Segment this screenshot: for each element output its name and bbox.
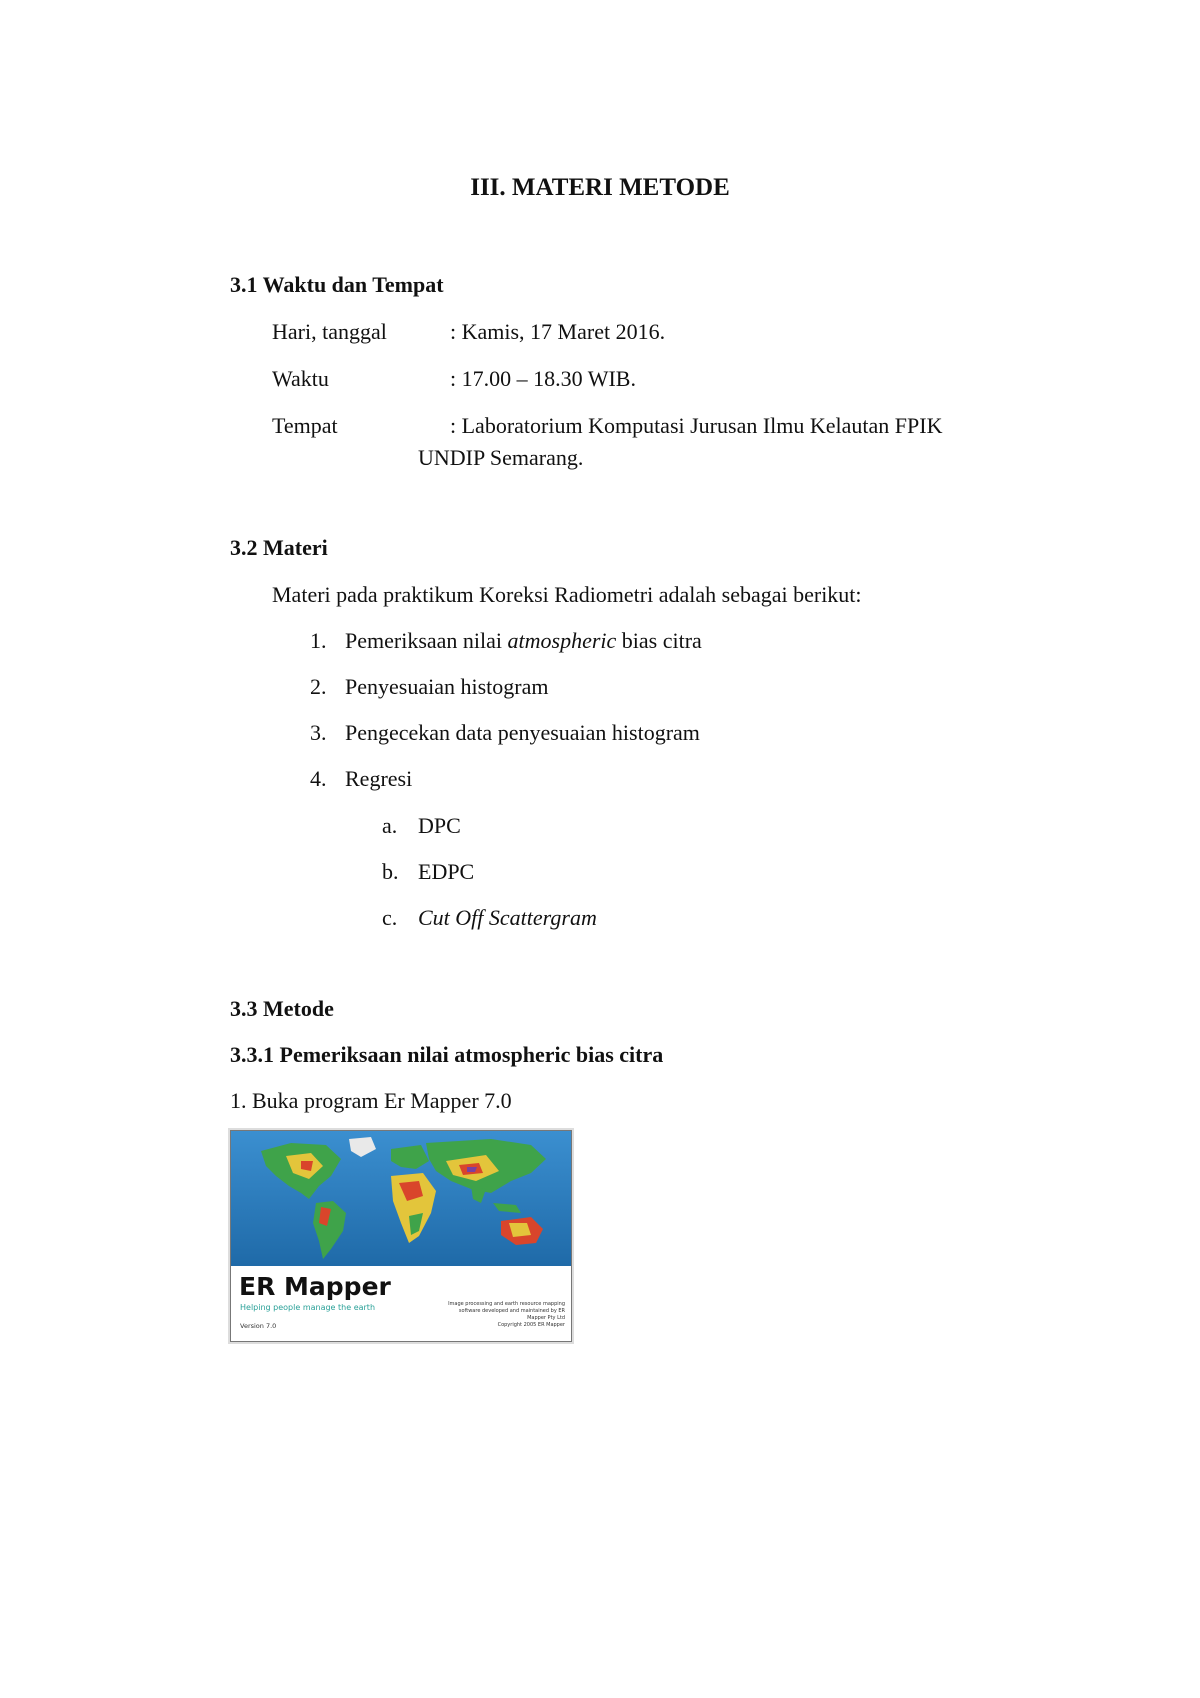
sublist-item: DPC xyxy=(418,813,461,838)
list-item xyxy=(345,628,702,654)
list-number: 4. xyxy=(310,766,327,791)
er-mapper-logo: ER Mapper xyxy=(239,1272,391,1301)
section-heading-metode: 3.3 Metode xyxy=(230,996,334,1021)
label-waktu: Waktu xyxy=(272,366,329,391)
value-tempat: : Laboratorium Komputasi Jurusan Ilmu Kelautan FPIK xyxy=(450,413,943,438)
fine-print-line: software developed and maintained by ER xyxy=(458,1308,565,1314)
list-item-italic: atmospheric xyxy=(507,628,617,653)
list-item: Penyesuaian histogram xyxy=(345,674,549,699)
list-number: 1. xyxy=(310,628,327,653)
value-tempat-continued: UNDIP Semarang. xyxy=(418,445,584,470)
list-item: Regresi xyxy=(345,766,413,791)
tagline: Helping people manage the earth xyxy=(240,1303,376,1312)
list-number: 2. xyxy=(310,674,327,699)
section-heading-materi: 3.2 Materi xyxy=(230,535,328,560)
sublist-letter: c. xyxy=(382,905,398,930)
fine-print-line: Image processing and earth resource mapping xyxy=(448,1301,565,1307)
value-hari-tanggal: : Kamis, 17 Maret 2016. xyxy=(450,319,666,344)
list-item-text: Pemeriksaan nilai xyxy=(345,628,508,653)
subsection-heading: 3.3.1 Pemeriksaan nilai atmospheric bias citra xyxy=(230,1042,664,1067)
label-tempat: Tempat xyxy=(272,413,338,438)
sublist-item: Cut Off Scattergram xyxy=(418,905,597,930)
sublist-letter: b. xyxy=(382,859,399,884)
list-item-text: bias citra xyxy=(616,628,702,653)
list-number: 3. xyxy=(310,720,327,745)
section-heading-waktu-tempat: 3.1 Waktu dan Tempat xyxy=(230,272,444,297)
fine-print-line: Copyright 2005 ER Mapper xyxy=(497,1322,565,1328)
fine-print-line: Mapper Pty Ltd xyxy=(527,1315,565,1321)
sublist-item: EDPC xyxy=(418,859,475,884)
page-title: III. MATERI METODE xyxy=(470,174,730,201)
materi-intro: Materi pada praktikum Koreksi Radiometri adalah sebagai berikut: xyxy=(272,582,862,607)
world-map-graphic xyxy=(231,1131,571,1341)
label-hari-tanggal: Hari, tanggal xyxy=(272,319,387,344)
sublist-letter: a. xyxy=(382,813,398,838)
list-item: Pengecekan data penyesuaian histogram xyxy=(345,720,700,745)
value-waktu: : 17.00 – 18.30 WIB. xyxy=(450,366,636,391)
step-text: 1. Buka program Er Mapper 7.0 xyxy=(230,1088,512,1113)
version-label: Version 7.0 xyxy=(240,1322,277,1330)
er-mapper-splash-image xyxy=(230,1130,572,1342)
